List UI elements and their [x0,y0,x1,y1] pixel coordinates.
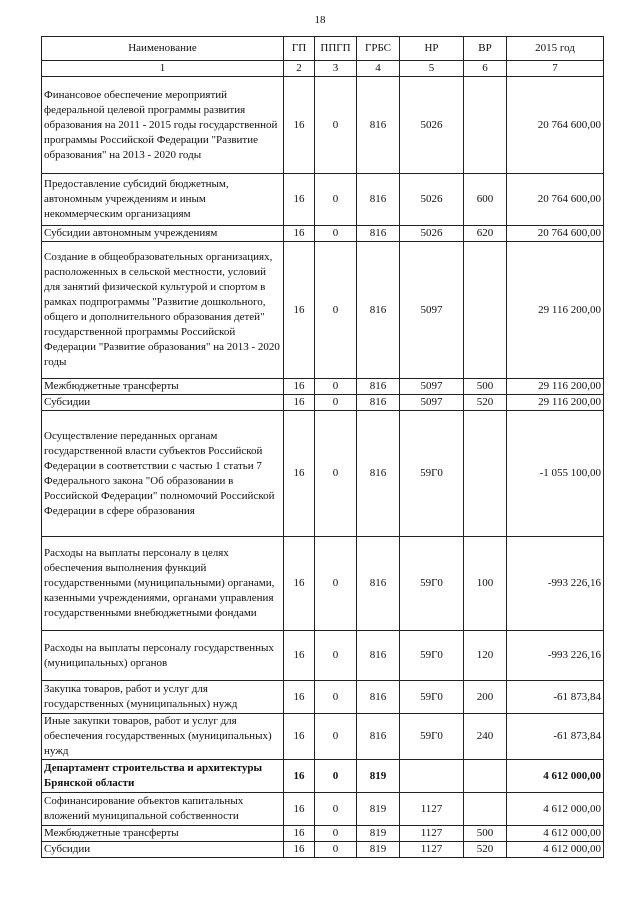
cell-amount: 20 764 600,00 [507,226,604,242]
cell-name: Софинансирование объектов капитальных вложений муниципальной собственности [42,793,284,826]
cell-grbs: 816 [357,174,400,226]
cell-nr: 5097 [400,242,464,379]
cell-ppgp: 0 [315,174,357,226]
cell-nr: 5026 [400,77,464,174]
header-row [42,37,604,61]
cell-ppgp: 0 [315,826,357,842]
cell-gp: 16 [284,793,315,826]
cell-name: Предоставление субсидий бюджетным, автономным учреждениям и иным некоммерческим организациям [42,174,284,226]
cell-grbs: 816 [357,537,400,631]
table-row [42,537,604,631]
cell-nr: 59Г0 [400,411,464,537]
cell-ppgp: 0 [315,226,357,242]
column-number: 4 [357,61,400,77]
cell-vr: 620 [464,226,507,242]
cell-gp: 16 [284,395,315,411]
cell-vr: 240 [464,714,507,760]
header-grbs: ГРБС [357,37,400,61]
cell-name: Иные закупки товаров, работ и услуг для обеспечения государственных (муниципальных) нужд [42,714,284,760]
cell-grbs: 819 [357,842,400,858]
cell-vr: 200 [464,681,507,714]
cell-name: Субсидии [42,842,284,858]
column-number: 5 [400,61,464,77]
cell-vr: 120 [464,631,507,681]
table-row [42,226,604,242]
cell-nr: 5097 [400,379,464,395]
cell-nr [400,760,464,793]
table-row [42,411,604,537]
header-year: 2015 год [507,37,604,61]
cell-nr: 5097 [400,395,464,411]
table-row [42,681,604,714]
cell-ppgp: 0 [315,631,357,681]
table-row [42,395,604,411]
cell-vr [464,77,507,174]
cell-gp: 16 [284,681,315,714]
cell-grbs: 816 [357,681,400,714]
cell-gp: 16 [284,379,315,395]
header-gp: ГП [284,37,315,61]
cell-ppgp: 0 [315,537,357,631]
cell-vr: 520 [464,395,507,411]
table-row [42,77,604,174]
cell-name: Межбюджетные трансферты [42,379,284,395]
cell-grbs: 816 [357,242,400,379]
cell-amount: -993 226,16 [507,537,604,631]
cell-vr: 600 [464,174,507,226]
cell-nr: 5026 [400,226,464,242]
cell-ppgp: 0 [315,714,357,760]
cell-amount: -993 226,16 [507,631,604,681]
cell-name: Осуществление переданных органам государственной власти субъектов Российской Федерации в соответствии с частью 1 статьи 7 Федерального закона "Об образовании в Российской Федерации" полномочий Российской Федерации в сфере образования [42,411,284,537]
cell-vr [464,411,507,537]
cell-ppgp: 0 [315,395,357,411]
cell-nr: 59Г0 [400,537,464,631]
cell-vr [464,242,507,379]
cell-grbs: 819 [357,760,400,793]
cell-name: Департамент строительства и архитектуры Брянской области [42,760,284,793]
cell-nr: 59Г0 [400,681,464,714]
cell-grbs: 816 [357,714,400,760]
cell-amount: 29 116 200,00 [507,379,604,395]
cell-grbs: 816 [357,379,400,395]
table-row [42,174,604,226]
column-number: 6 [464,61,507,77]
header-nr: НР [400,37,464,61]
column-number: 3 [315,61,357,77]
table-row [42,631,604,681]
header-vr: ВР [464,37,507,61]
cell-amount: 29 116 200,00 [507,395,604,411]
table-row [42,379,604,395]
cell-vr [464,793,507,826]
cell-ppgp: 0 [315,681,357,714]
cell-name: Закупка товаров, работ и услуг для государственных (муниципальных) нужд [42,681,284,714]
cell-vr: 100 [464,537,507,631]
cell-name: Субсидии автономным учреждениям [42,226,284,242]
cell-gp: 16 [284,226,315,242]
cell-name: Создание в общеобразовательных организациях, расположенных в сельской местности, условий для занятий физической культурой и спортом в рамках подпрограммы "Развитие дошкольного, общего и дополнительного образования детей" государственной программы Российской Федерации "Развитие образования" на 2013 - 2020 годы [42,242,284,379]
cell-name: Финансовое обеспечение мероприятий федеральной целевой программы развития образования на 2011 - 2015 годы государственной программы Российской Федерации "Развитие образования" на 2013 - 2020 годы [42,77,284,174]
cell-ppgp: 0 [315,77,357,174]
column-number-row [42,61,604,77]
page-number: 18 [314,14,326,26]
cell-ppgp: 0 [315,760,357,793]
cell-vr [464,760,507,793]
table-row [42,760,604,793]
cell-amount: -61 873,84 [507,681,604,714]
table-row [42,714,604,760]
cell-grbs: 819 [357,826,400,842]
cell-ppgp: 0 [315,842,357,858]
cell-ppgp: 0 [315,379,357,395]
column-number: 1 [42,61,284,77]
cell-nr: 1127 [400,793,464,826]
cell-ppgp: 0 [315,242,357,379]
cell-gp: 16 [284,760,315,793]
cell-vr: 500 [464,379,507,395]
cell-gp: 16 [284,411,315,537]
column-number: 7 [507,61,604,77]
cell-grbs: 816 [357,411,400,537]
table-row [42,826,604,842]
cell-name: Субсидии [42,395,284,411]
cell-vr: 520 [464,842,507,858]
budget-table [41,36,604,858]
cell-amount: 20 764 600,00 [507,77,604,174]
table-row [42,842,604,858]
cell-gp: 16 [284,537,315,631]
cell-nr: 1127 [400,826,464,842]
cell-nr: 1127 [400,842,464,858]
cell-amount: -1 055 100,00 [507,411,604,537]
cell-nr: 59Г0 [400,714,464,760]
cell-amount: 4 612 000,00 [507,793,604,826]
cell-grbs: 816 [357,395,400,411]
header-ppgp: ППГП [315,37,357,61]
cell-gp: 16 [284,631,315,681]
table-row [42,793,604,826]
cell-amount: -61 873,84 [507,714,604,760]
cell-vr: 500 [464,826,507,842]
cell-nr: 5026 [400,174,464,226]
cell-grbs: 816 [357,77,400,174]
cell-gp: 16 [284,77,315,174]
cell-amount: 4 612 000,00 [507,842,604,858]
cell-grbs: 816 [357,226,400,242]
cell-amount: 20 764 600,00 [507,174,604,226]
cell-ppgp: 0 [315,411,357,537]
cell-amount: 29 116 200,00 [507,242,604,379]
cell-name: Расходы на выплаты персоналу в целях обеспечения выполнения функций государственными (муниципальными) органами, казенными учреждениями, органами управления государственными внебюджетными фондами [42,537,284,631]
cell-ppgp: 0 [315,793,357,826]
cell-gp: 16 [284,842,315,858]
header-name: Наименование [42,37,284,61]
cell-amount: 4 612 000,00 [507,826,604,842]
cell-name: Расходы на выплаты персоналу государственных (муниципальных) органов [42,631,284,681]
cell-gp: 16 [284,826,315,842]
cell-gp: 16 [284,174,315,226]
column-number: 2 [284,61,315,77]
cell-nr: 59Г0 [400,631,464,681]
cell-grbs: 819 [357,793,400,826]
cell-gp: 16 [284,242,315,379]
cell-name: Межбюджетные трансферты [42,826,284,842]
cell-amount: 4 612 000,00 [507,760,604,793]
cell-gp: 16 [284,714,315,760]
cell-grbs: 816 [357,631,400,681]
table-row [42,242,604,379]
